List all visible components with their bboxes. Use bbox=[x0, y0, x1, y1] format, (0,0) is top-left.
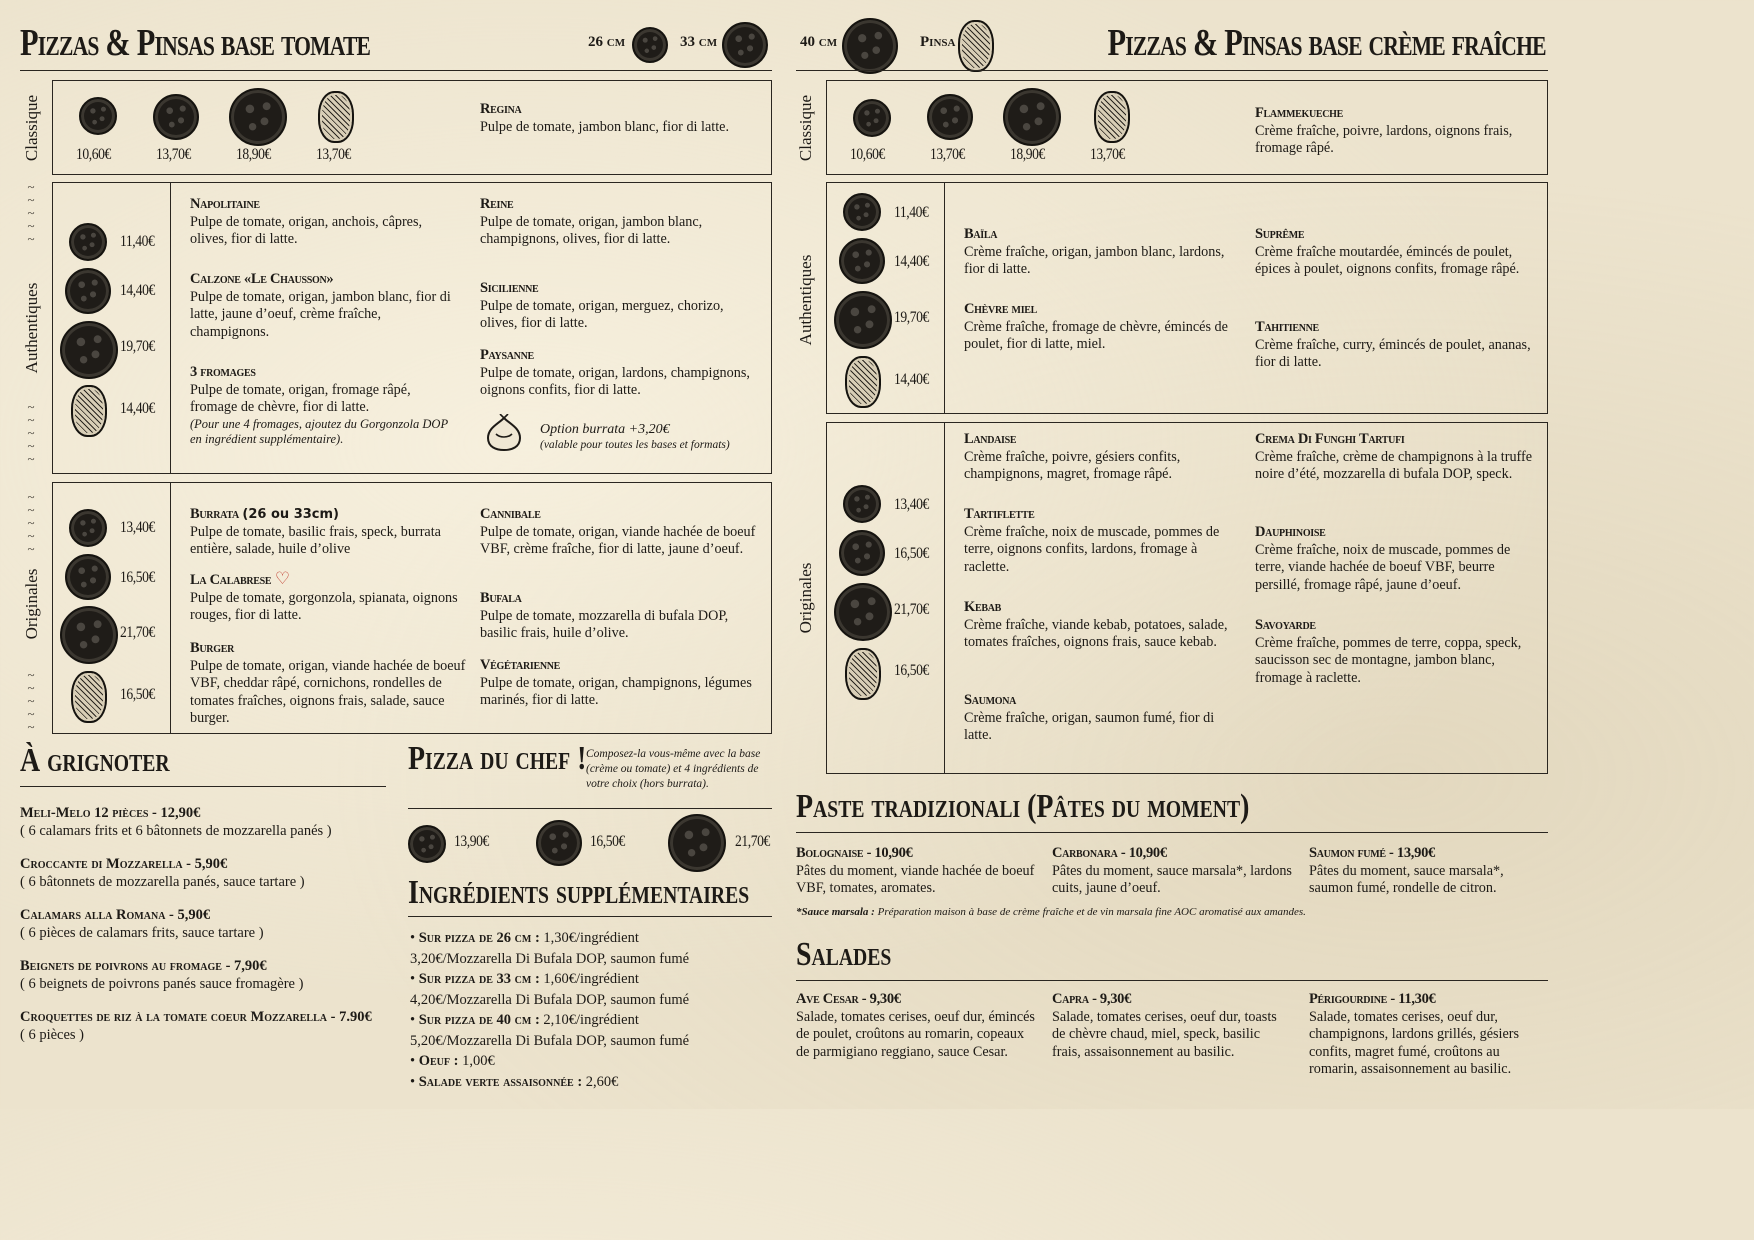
price-pinsa: 13,70€ bbox=[316, 146, 351, 163]
item-name: Reine bbox=[480, 196, 514, 212]
grignoter-item bbox=[20, 856, 400, 891]
pizza-icon-40 bbox=[60, 606, 118, 664]
grignoter-item-desc: ( 6 beignets de poivrons panés sauce fromagère ) bbox=[20, 975, 304, 992]
salade-item-name: Ave Cesar - 9,30€ bbox=[796, 991, 901, 1007]
item-flammekueche bbox=[1255, 105, 1535, 158]
size-label-40: 40 cm bbox=[800, 34, 838, 50]
label-creme-classique: Classique bbox=[796, 94, 815, 162]
grignoter-item-name: Croquettes de riz à la tomate coeur Mozzarella - 7.90€ bbox=[20, 1009, 372, 1025]
item-napolitaine bbox=[190, 196, 460, 249]
item-calzone bbox=[190, 271, 460, 341]
paste-item-desc: Pâtes du moment, sauce marsala*, lardons cuits, jaune d’oeuf. bbox=[1052, 862, 1292, 896]
pizza-icon-26 bbox=[79, 97, 117, 135]
salade-item-capra bbox=[1052, 991, 1292, 1061]
pizza-icon-33 bbox=[65, 554, 111, 600]
paste-item-desc: Pâtes du moment, viande hachée de boeuf VBF, tomates, aromates. bbox=[796, 862, 1035, 896]
pizza-icon-26 bbox=[69, 223, 107, 261]
item-name: 3 fromages bbox=[190, 364, 256, 380]
burrata-icon bbox=[482, 414, 526, 452]
paste-item-desc: Pâtes du moment, sauce marsala*, saumon fumé, rondelle de citron. bbox=[1309, 862, 1504, 896]
price-33: 16,50€ bbox=[894, 545, 929, 562]
label-tomate-originales: Originales bbox=[22, 568, 41, 640]
price-26: 10,60€ bbox=[850, 146, 885, 163]
supplements-title: Ingrédients supplémentaires bbox=[408, 874, 750, 911]
item-name: La Calabrese bbox=[190, 572, 272, 588]
price-33: 13,70€ bbox=[156, 146, 191, 163]
item-desc: Crème fraîche, poivre, gésiers confits, champignons, magret, fromage râpé. bbox=[964, 448, 1181, 482]
supplement-line bbox=[410, 990, 770, 1011]
item-desc: Pulpe de tomate, origan, champignons, légumes marinés, fior di latte. bbox=[480, 674, 752, 708]
item-chevre-miel bbox=[964, 301, 1244, 354]
supplement-line bbox=[410, 1031, 770, 1052]
burrata-option-note: (valable pour toutes les bases et formats) bbox=[540, 439, 730, 451]
grignoter-item-name: Meli-Melo 12 pièces - 12,90€ bbox=[20, 805, 201, 821]
item-name: Saumona bbox=[964, 692, 1017, 708]
item-regina bbox=[480, 101, 760, 136]
supplement-line bbox=[410, 949, 770, 970]
supplement-label: Sur pizza de 26 cm : bbox=[418, 930, 540, 946]
supplement-line bbox=[410, 1051, 770, 1072]
item-bufala bbox=[480, 590, 760, 643]
item-desc: Crème fraîche, noix de muscade, pommes de terre, oignons confits, lardons, fromage à raclette. bbox=[964, 523, 1220, 575]
grignoter-rule bbox=[20, 786, 386, 787]
grignoter-title: À grignoter bbox=[20, 742, 170, 779]
price-pinsa: 13,70€ bbox=[1090, 146, 1125, 163]
item-desc: Pulpe de tomate, origan, merguez, chorizo, olives, fior di latte. bbox=[480, 297, 724, 331]
price-40: 21,70€ bbox=[894, 601, 929, 618]
supplement-value: 2,60€ bbox=[582, 1073, 619, 1090]
pizza-icon-26 bbox=[853, 99, 891, 137]
supplement-value: 1,60€/ingrédient bbox=[539, 971, 639, 987]
supplement-label: Oeuf : bbox=[418, 1053, 459, 1069]
item-desc: Crème fraîche, fromage de chèvre, émincés de poulet, fior di latte, miel. bbox=[964, 318, 1228, 352]
price-pinsa: 14,40€ bbox=[894, 371, 929, 388]
item-burger bbox=[190, 640, 470, 728]
pinsa-icon bbox=[1094, 91, 1130, 143]
grignoter-item-desc: ( 6 calamars frits et 6 bâtonnets de mozzarella panés ) bbox=[20, 822, 332, 839]
paste-item-carbonara bbox=[1052, 845, 1292, 898]
supplement-value: 1,00€ bbox=[458, 1053, 495, 1069]
grignoter-item bbox=[20, 958, 400, 993]
pizza-icon-33 bbox=[927, 94, 973, 140]
grignoter-list bbox=[20, 805, 400, 1044]
item-reine bbox=[480, 196, 760, 249]
salade-item-desc: Salade, tomates cerises, oeuf dur, champignons, lardons grillés, gésiers confits, magret fumé, croûtons au romarin, assaisonnement au basilic. bbox=[1309, 1008, 1520, 1077]
heart-icon: ♡ bbox=[274, 569, 291, 588]
item-name: Savoyarde bbox=[1255, 617, 1316, 633]
paste-rule bbox=[796, 832, 1548, 833]
grignoter-item bbox=[20, 1009, 400, 1044]
item-crema-di-funghi-tartufi bbox=[1255, 431, 1535, 484]
pizza-icon-26 bbox=[843, 485, 881, 523]
item-dauphinoise bbox=[1255, 524, 1540, 594]
paste-footnote bbox=[796, 905, 1548, 920]
item-paysanne bbox=[480, 347, 760, 400]
pizza-icon-33 bbox=[839, 530, 885, 576]
box-divider bbox=[944, 422, 945, 774]
wave-divider: ~ ~ ~ ~ ~ bbox=[27, 179, 35, 246]
salade-item-name: Capra - 9,30€ bbox=[1052, 991, 1132, 1007]
paste-item-bolognaise bbox=[796, 845, 1036, 898]
item-name: Suprême bbox=[1255, 226, 1305, 242]
pinsa-icon bbox=[71, 671, 107, 723]
item-name-extra: (26 ou 33cm) bbox=[242, 507, 339, 522]
box-divider bbox=[944, 182, 945, 414]
pizza-icon-26 bbox=[408, 825, 446, 863]
pizza-icon-26 bbox=[843, 193, 881, 231]
salade-item-name: Périgourdine - 11,30€ bbox=[1309, 991, 1436, 1007]
wave-divider: ~ ~ ~ ~ ~ bbox=[27, 667, 35, 734]
item-desc: Pulpe de tomate, mozzarella di bufala DOP, basilic frais, huile d’olive. bbox=[480, 607, 729, 641]
pizza-icon-40 bbox=[834, 583, 892, 641]
pizza-icon-40 bbox=[668, 814, 726, 872]
item-desc: Pulpe de tomate, origan, lardons, champignons, oignons confits, fior di latte. bbox=[480, 364, 750, 398]
pizza-icon-33 bbox=[65, 268, 111, 314]
grignoter-item-name: Beignets de poivrons au fromage - 7,90€ bbox=[20, 958, 267, 974]
supplement-bullet: • bbox=[410, 1012, 419, 1028]
item-burrata bbox=[190, 506, 460, 559]
item-desc: Crème fraîche, origan, saumon fumé, fior di latte. bbox=[964, 709, 1215, 743]
price-26: 10,60€ bbox=[76, 146, 111, 163]
item-desc: Crème fraîche, poivre, lardons, oignons frais, fromage râpé. bbox=[1255, 122, 1513, 156]
salade-item-desc: Salade, tomates cerises, oeuf dur, émincés de poulet, croûtons au romarin, copeaux de parmigiano reggiano, sauce Cesar. bbox=[796, 1008, 1035, 1060]
price-26: 11,40€ bbox=[120, 233, 155, 250]
label-creme-authentiques: Authentiques bbox=[796, 254, 815, 346]
size-label-33: 33 cm bbox=[680, 34, 718, 50]
note-4-fromages: (Pour une 4 fromages, ajoutez du Gorgonzola DOP en ingrédient supplémentaire). bbox=[190, 416, 448, 446]
label-tomate-classique: Classique bbox=[22, 94, 41, 162]
supplements-list bbox=[410, 928, 770, 1092]
supplement-line bbox=[410, 969, 770, 990]
supplement-bullet: • bbox=[410, 1053, 419, 1069]
item-name: Bufala bbox=[480, 590, 522, 606]
label-tomate-authentiques: Authentiques bbox=[22, 282, 41, 374]
supplement-value: 1,30€/ingrédient bbox=[539, 930, 639, 946]
price-40: 19,70€ bbox=[894, 309, 929, 326]
box-creme-authentiques bbox=[826, 182, 1548, 414]
item-desc: Pulpe de tomate, gorgonzola, spianata, oignons rouges, fior di latte. bbox=[190, 589, 458, 623]
burrata-option bbox=[540, 422, 760, 453]
item-kebab bbox=[964, 599, 1234, 652]
supplement-label: Sur pizza de 33 cm : bbox=[418, 971, 540, 987]
item-desc: Pulpe de tomate, jambon blanc, fior di latte. bbox=[480, 118, 730, 135]
pizza-icon-26 bbox=[69, 509, 107, 547]
pizza-icon-40 bbox=[60, 321, 118, 379]
paste-item-name: Bolognaise - 10,90€ bbox=[796, 845, 913, 861]
item-desc: Crème fraîche, viande kebab, potatoes, salade, tomates fraîches, oignons frais, sauce kebab. bbox=[964, 616, 1228, 650]
item-baila bbox=[964, 226, 1234, 279]
grignoter-item-desc: ( 6 bâtonnets de mozzarella panés, sauce tartare ) bbox=[20, 873, 305, 890]
price-40: 19,70€ bbox=[120, 338, 155, 355]
price-pinsa: 16,50€ bbox=[120, 686, 155, 703]
item-desc: Crème fraîche moutardée, émincés de poulet, épices à poulet, oignons confits, fromage râpé. bbox=[1255, 243, 1520, 277]
item-desc: Pulpe de tomate, origan, viande hachée de boeuf VBF, cheddar râpé, cornichons, rondelles de tomates fraîches, oignons frais, salade, sauce burger. bbox=[190, 657, 466, 726]
item-name: Landaise bbox=[964, 431, 1017, 447]
supplement-line bbox=[410, 928, 770, 949]
grignoter-item-desc: ( 6 pièces ) bbox=[20, 1026, 85, 1043]
item-tahitienne bbox=[1255, 319, 1535, 372]
salades-title: Salades bbox=[796, 936, 892, 973]
grignoter-item-desc: ( 6 pièces de calamars frits, sauce tartare ) bbox=[20, 924, 264, 941]
salade-item-ave-cesar bbox=[796, 991, 1036, 1061]
item-supreme bbox=[1255, 226, 1535, 279]
paste-footnote-text: Préparation maison à base de crème fraîche et de vin marsala fine AOC aromatisé aux amandes. bbox=[874, 906, 1306, 918]
pinsa-icon bbox=[845, 356, 881, 408]
price-33: 16,50€ bbox=[120, 569, 155, 586]
size-label-pinsa: Pinsa bbox=[920, 34, 956, 50]
chef-note: Composez-la vous-même avec la base (crème ou tomate) et 4 ingrédients de votre choix (hors burrata). bbox=[586, 748, 761, 790]
item-desc: Pulpe de tomate, origan, jambon blanc, fior di latte, jaune d’oeuf, crème fraîche, champignons. bbox=[190, 288, 451, 340]
item-desc: Pulpe de tomate, origan, viande hachée de boeuf VBF, crème fraîche, fior di latte, jaune d’oeuf. bbox=[480, 523, 756, 557]
item-name: Calzone «Le Chausson» bbox=[190, 271, 334, 287]
wave-divider: ~ ~ ~ ~ ~ bbox=[27, 489, 35, 556]
chef-title: Pizza du chef ! bbox=[408, 740, 587, 777]
item-name: Regina bbox=[480, 101, 522, 117]
supplement-value: 3,20€/Mozzarella Di Bufala DOP, saumon fumé bbox=[410, 950, 690, 967]
item-name: Dauphinoise bbox=[1255, 524, 1326, 540]
item-name: Paysanne bbox=[480, 347, 534, 363]
item-name: Napolitaine bbox=[190, 196, 260, 212]
header-rule-right bbox=[796, 70, 1548, 71]
price-26: 13,40€ bbox=[894, 496, 929, 513]
salade-item-perigourdine bbox=[1309, 991, 1549, 1079]
item-desc: Pulpe de tomate, origan, jambon blanc, champignons, olives, fior di latte. bbox=[480, 213, 703, 247]
item-desc: Pulpe de tomate, basilic frais, speck, burrata entière, salade, huile d’olive bbox=[190, 523, 441, 557]
supplement-value: 2,10€/ingrédient bbox=[539, 1012, 639, 1028]
supplement-label: Sur pizza de 40 cm : bbox=[418, 1012, 540, 1028]
supplements-rule bbox=[408, 916, 772, 917]
price-33: 14,40€ bbox=[120, 282, 155, 299]
chef-rule bbox=[408, 808, 772, 809]
item-name: Burger bbox=[190, 640, 234, 656]
pizza-icon-40 bbox=[229, 88, 287, 146]
salade-item-desc: Salade, tomates cerises, oeuf dur, toasts de chèvre chaud, miel, speck, basilic frais, assaisonnement au basilic. bbox=[1052, 1008, 1277, 1060]
item-name: Chèvre miel bbox=[964, 301, 1038, 317]
item-landaise bbox=[964, 431, 1234, 484]
supplement-value: 4,20€/Mozzarella Di Bufala DOP, saumon fumé bbox=[410, 991, 690, 1008]
paste-item-name: Saumon fumé - 13,90€ bbox=[1309, 845, 1435, 861]
item-name: Tartiflette bbox=[964, 506, 1035, 522]
box-divider bbox=[170, 182, 171, 474]
title-tomate: Pizzas & Pinsas base tomate bbox=[20, 22, 371, 64]
paste-footnote-label: *Sauce marsala : bbox=[796, 906, 875, 918]
item-desc: Crème fraîche, crème de champignons à la truffe noire d’été, mozzarella di bufala DOP, speck. bbox=[1255, 448, 1533, 482]
supplement-line bbox=[410, 1072, 770, 1093]
price-33: 13,70€ bbox=[930, 146, 965, 163]
header-rule-left bbox=[20, 70, 772, 71]
pinsa-icon bbox=[958, 20, 994, 72]
box-divider bbox=[170, 482, 171, 734]
chef-price-40: 21,70€ bbox=[735, 833, 770, 850]
pinsa-icon bbox=[71, 385, 107, 437]
price-40: 18,90€ bbox=[236, 146, 271, 163]
chef-price-33: 16,50€ bbox=[590, 833, 625, 850]
item-name: Sicilienne bbox=[480, 280, 539, 296]
pizza-icon-40 bbox=[842, 18, 898, 74]
paste-item-name: Carbonara - 10,90€ bbox=[1052, 845, 1167, 861]
pizza-icon-33 bbox=[153, 94, 199, 140]
grignoter-item bbox=[20, 805, 400, 840]
item-3-fromages bbox=[190, 364, 460, 447]
item-la-calabrese bbox=[190, 569, 460, 625]
price-26: 11,40€ bbox=[894, 204, 929, 221]
price-26: 13,40€ bbox=[120, 519, 155, 536]
price-33: 14,40€ bbox=[894, 253, 929, 270]
item-name: Baïla bbox=[964, 226, 998, 242]
supplement-bullet: • bbox=[410, 930, 419, 946]
price-pinsa: 16,50€ bbox=[894, 662, 929, 679]
item-desc: Pulpe de tomate, origan, fromage râpé, fromage de chèvre, fior di latte. bbox=[190, 381, 411, 415]
supplement-bullet: • bbox=[410, 1073, 419, 1090]
paste-title: Paste tradizionali (Pâtes du moment) bbox=[796, 788, 1250, 825]
price-pinsa: 14,40€ bbox=[120, 400, 155, 417]
price-40: 21,70€ bbox=[120, 624, 155, 641]
pizza-icon-33 bbox=[839, 238, 885, 284]
item-vegetarienne bbox=[480, 657, 760, 710]
paste-item-saumon-fume bbox=[1309, 845, 1549, 898]
item-desc: Crème fraîche, noix de muscade, pommes de terre, viande hachée de boeuf VBF, beurre persillé, fromage râpé, jaune d’oeuf. bbox=[1255, 541, 1511, 593]
item-name: Végétarienne bbox=[480, 657, 561, 673]
item-desc: Pulpe de tomate, origan, anchois, câpres, olives, fior di latte. bbox=[190, 213, 423, 247]
burrata-option-label: Option burrata +3,20€ bbox=[540, 422, 670, 437]
item-desc: Crème fraîche, curry, émincés de poulet, ananas, fior di latte. bbox=[1255, 336, 1531, 370]
title-creme: Pizzas & Pinsas base crème fraîche bbox=[1107, 22, 1546, 64]
item-name: Flammekueche bbox=[1255, 105, 1344, 121]
pizza-icon-33 bbox=[722, 22, 768, 68]
item-cannibale bbox=[480, 506, 760, 559]
supplement-line bbox=[410, 1010, 770, 1031]
pizza-icon-40 bbox=[834, 291, 892, 349]
grignoter-item-name: Croccante di Mozzarella - 5,90€ bbox=[20, 856, 228, 872]
pizza-icon-26 bbox=[632, 27, 668, 63]
pizza-icon-33 bbox=[536, 820, 582, 866]
item-sicilienne bbox=[480, 280, 760, 333]
price-40: 18,90€ bbox=[1010, 146, 1045, 163]
grignoter-item bbox=[20, 907, 400, 942]
item-desc: Crème fraîche, pommes de terre, coppa, speck, saucisson sec de montagne, jambon blanc, fromage à raclette. bbox=[1255, 634, 1522, 686]
pinsa-icon bbox=[845, 648, 881, 700]
item-name: Burrata bbox=[190, 506, 239, 522]
supplement-value: 5,20€/Mozzarella Di Bufala DOP, saumon fumé bbox=[410, 1032, 690, 1049]
salades-rule bbox=[796, 980, 1548, 981]
item-savoyarde bbox=[1255, 617, 1535, 687]
item-tartiflette bbox=[964, 506, 1239, 576]
supplement-label: Salade verte assaisonnée : bbox=[418, 1073, 583, 1090]
item-name: Cannibale bbox=[480, 506, 541, 522]
label-creme-originales: Originales bbox=[796, 562, 815, 634]
wave-divider: ~ ~ ~ ~ ~ bbox=[27, 399, 35, 466]
grignoter-item-name: Calamars alla Romana - 5,90€ bbox=[20, 907, 211, 923]
item-name: Kebab bbox=[964, 599, 1002, 615]
item-name: Crema Di Funghi Tartufi bbox=[1255, 431, 1405, 447]
size-label-26: 26 cm bbox=[588, 34, 626, 50]
chef-price-26: 13,90€ bbox=[454, 833, 489, 850]
pizza-icon-40 bbox=[1003, 88, 1061, 146]
item-name: Tahitienne bbox=[1255, 319, 1319, 335]
item-desc: Crème fraîche, origan, jambon blanc, lardons, fior di latte. bbox=[964, 243, 1225, 277]
supplement-bullet: • bbox=[410, 971, 419, 987]
pinsa-icon bbox=[318, 91, 354, 143]
item-saumona bbox=[964, 692, 1234, 745]
